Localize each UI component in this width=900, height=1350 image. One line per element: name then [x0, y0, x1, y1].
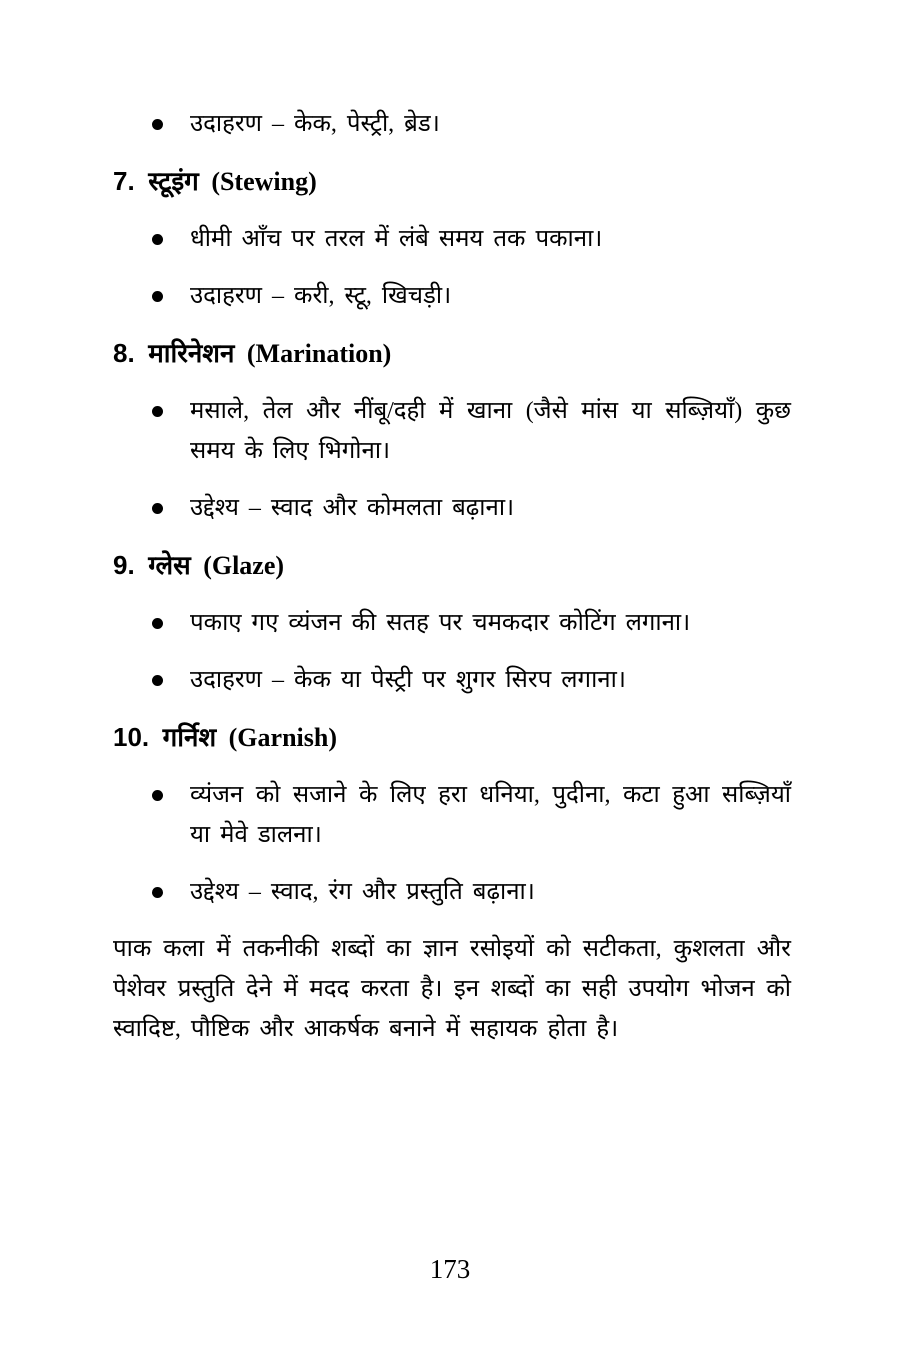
- section-heading-marination: [113, 333, 791, 374]
- list-item: [152, 391, 791, 471]
- bullet-icon: [152, 790, 163, 801]
- bullet-text: उदाहरण – केक या पेस्ट्री पर शुगर सिरप लगाना।: [190, 667, 626, 693]
- bullet-icon: [152, 503, 163, 514]
- list-item: [152, 276, 791, 316]
- intro-bullet-list: [113, 104, 791, 144]
- bullet-text: उद्देश्य – स्वाद, रंग और प्रस्तुति बढ़ाना।: [190, 879, 535, 905]
- bullet-icon: [152, 291, 163, 302]
- bullet-icon: [152, 887, 163, 898]
- section-bullet-list: [113, 775, 791, 912]
- section-number: 8.: [113, 338, 135, 368]
- list-item: [152, 660, 791, 700]
- list-item: [152, 872, 791, 912]
- bullet-icon: [152, 618, 163, 629]
- section-number: 9.: [113, 550, 135, 580]
- bullet-icon: [152, 234, 163, 245]
- list-item: [152, 775, 791, 855]
- list-item: [152, 219, 791, 259]
- section-bullet-list: [113, 391, 791, 528]
- closing-paragraph: पाक कला में तकनीकी शब्दों का ज्ञान रसोइयों को सटीकता, कुशलता और पेशेवर प्रस्तुति देने में मदद करता है। इन शब्दों का सही उपयोग भोजन को स्वादिष्ट, पौष्टिक और आकर्षक बनाने में सहायक होता है।: [113, 936, 791, 1042]
- bullet-text: धीमी आँच पर तरल में लंबे समय तक पकाना।: [190, 226, 603, 252]
- section-title-english: (Marination): [246, 339, 392, 368]
- section-title-english: (Stewing): [211, 167, 317, 196]
- section-number: 7.: [113, 166, 135, 196]
- list-item: [152, 603, 791, 643]
- section-title-hindi: मारिनेशन: [148, 339, 235, 368]
- list-item: [152, 488, 791, 528]
- page-number: 173: [429, 1254, 471, 1284]
- bullet-text: व्यंजन को सजाने के लिए हरा धनिया, पुदीना, कटा हुआ सब्ज़ियाँ या मेवे डालना।: [190, 782, 791, 848]
- section-heading-stewing: [113, 161, 791, 202]
- page-content: [113, 104, 791, 1049]
- bullet-text: पकाए गए व्यंजन की सतह पर चमकदार कोटिंग लगाना।: [190, 610, 691, 636]
- bullet-text: उदाहरण – करी, स्टू, खिचड़ी।: [190, 283, 452, 309]
- bullet-text: उद्देश्य – स्वाद और कोमलता बढ़ाना।: [190, 495, 515, 521]
- list-item: [152, 104, 791, 144]
- bullet-text: उदाहरण – केक, पेस्ट्री, ब्रेड।: [190, 111, 440, 137]
- bullet-icon: [152, 675, 163, 686]
- section-number: 10.: [113, 722, 150, 752]
- section-title-hindi: गर्निश: [162, 723, 217, 752]
- section-title-english: (Garnish): [228, 723, 337, 752]
- section-title-hindi: ग्लेस: [148, 551, 191, 580]
- section-heading-garnish: [113, 717, 791, 758]
- section-title-english: (Glaze): [203, 551, 285, 580]
- section-bullet-list: [113, 219, 791, 316]
- bullet-icon: [152, 119, 163, 130]
- section-bullet-list: [113, 603, 791, 700]
- section-title-hindi: स्टूइंग: [148, 167, 199, 196]
- bullet-icon: [152, 406, 163, 417]
- bullet-text: मसाले, तेल और नींबू/दही में खाना (जैसे मांस या सब्ज़ियाँ) कुछ समय के लिए भिगोना।: [190, 398, 791, 464]
- section-heading-glaze: [113, 545, 791, 586]
